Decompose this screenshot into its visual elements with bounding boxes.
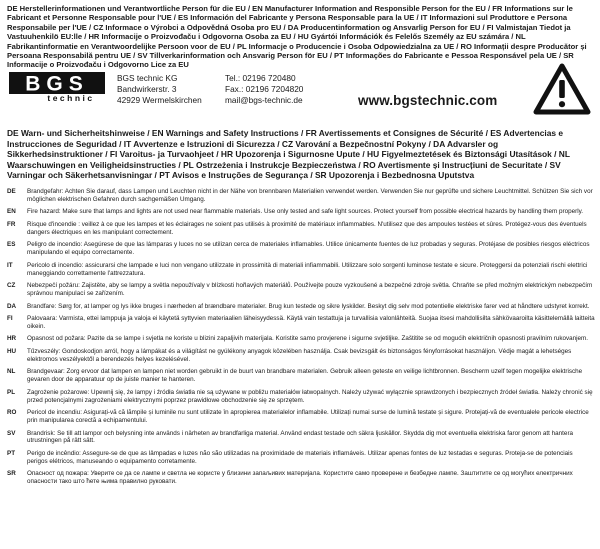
warning-row-pt: [7, 450, 595, 466]
language-code: PL: [7, 388, 16, 396]
warning-text: Brandrisk: Se till att lampor och belysning inte används i närheten av brandfarliga material. Använd endast testade och säkra ljuskällor. Skydda dig mot eventuella elektriska faror genom att hantera utrustningen på rätt sätt.: [27, 429, 574, 445]
website-link[interactable]: www.bgstechnic.com: [358, 93, 498, 108]
warning-row-ro: [7, 409, 595, 425]
warning-text: Pericol de incendiu: Asigurați-vă că lămpile și luminile nu sunt utilizate în apropierea materialelor inflamabile. Utilizați numai surse de lumină testate și sigure. Protejați-vă de eventualele pericole electrice prin manipularea corectă a echipamentului.: [27, 409, 589, 425]
language-code: EN: [7, 208, 16, 216]
warning-text: Brandfare: Sørg for, at lamper og lys ikke bruges i nærheden af brændbare materialer. Brug kun testede og sikre lyskilder. Beskyt dig selv mod potentielle elektriske farer ved at håndtere udstyret korrekt.: [27, 302, 590, 310]
logo-text: BGS: [25, 72, 89, 96]
warning-text: Palovaara: Varmista, ettei lamppuja ja valoja ei käytetä syttyvien materiaalien läheisyydessä. Käytä vain testattuja ja turvallisia valonlähteitä. Suojaa itsesi mahdollisilta sähkövaaroilta käsittelemällä laitteita oikein.: [27, 315, 595, 330]
language-code: DA: [7, 302, 17, 310]
warning-text: Tűzveszély: Gondoskodjon arról, hogy a lámpákat és a világítást ne gyúlékony anyagok közelében használja. Csak bevizsgált és biztonságos fényforrásokat használjon. Védje magát a lehetséges elektromos veszélyektől a berendezés helyes kezelésével.: [27, 347, 572, 363]
bgs-logo: [9, 72, 105, 102]
warning-row-sv: [7, 430, 595, 446]
language-code: IT: [7, 261, 13, 269]
warning-text: Nebezpečí požáru: Zajistěte, aby se lampy a světla nepoužívaly v blízkosti hořlavých materiálů. Používejte pouze vyzkoušené a bezpečné zdroje světla. Chraňte se před možným elektrickým nebezpečím správnou manipulací se zařízením.: [27, 282, 593, 298]
manufacturer-info-heading: DE Herstellerinformationen und Verantwortliche Person für die EU / EN Manufacturer Information and Responsible Person for the EU / FR Informations sur le Fabricant et Personne Responsable pour l'UE / ES Información del Fabricante y Persona Responsable para la UE / IT Informazioni sul Produttore e Persona Responsabile per l'UE / CZ Informace o Výrobci a Odpovědná Osoba pro EU / DA Producentinformation og Ansvarlig Person for EU / FI Valmistajan Tiedot ja Vastuuhenkilö EU:lle / HR Informacije o Proizvođaču i Odgovorna Osoba za EU / HU Gyártói Információk és Felelős Személy az EU számára / NL Fabrikantinformatie en Verantwoordelijke Persoon voor de EU / PL Informacje o Producencie i Osoba Odpowiedzialna za UE / RO Informații despre Producător și Persoana Responsabilă pentru UE / SV Tillverkarinformation och Ansvarig Person för EU / PT Informações do Fabricante e Pessoa Responsável pela UE / SR Informacije o Proizvođaču i Odgovorno Lice za EU: [7, 4, 587, 70]
safety-instructions-heading: DE Warn- und Sicherheitshinweise / EN Warnings and Safety Instructions / FR Avertissements et Consignes de Sécurité / ES Advertencias e Instrucciones de Seguridad / IT Avvertenze e Istruzioni di Sicurezza / CZ Varování a Bezpečnostní Pokyny / DA Advarsler og Sikkerhedsinstruktioner / FI Varoitus- ja Turvaohjeet / HR Upozorenja i Sigurnosne Upute / HU Figyelmeztetések és Biztonsági Utasítások / NL Waarschuwingen en Veiligheidsinstructies / PL Ostrzeżenia i Instrukcje Bezpieczeństwa / RO Avertismente și Instrucțiuni de Securitate / SV Varningar och Säkerhetsanvisningar / PT Avisos e Instruções de Segurança / SR Upozorenja i Bezbednosna Uputstva: [7, 128, 570, 181]
language-code: HR: [7, 335, 17, 343]
warning-row-fi: [7, 315, 595, 331]
warning-text: Brandgevaar: Zorg ervoor dat lampen en lampen niet worden gebruikt in de buurt van brandbare materialen. Gebruik alleen geteste en veilige lichtbronnen. Bescherm uzelf tegen mogelijke elektrische gevaren door de apparatuur op de juiste manier te hanteren.: [27, 368, 583, 384]
language-code: ES: [7, 241, 16, 249]
exclamation-triangle-icon: [533, 63, 591, 115]
fax-number: Fax.: 02196 7204820: [225, 84, 304, 95]
warning-row-hu: [7, 348, 595, 364]
logo-subtext: technic: [47, 93, 95, 102]
warning-row-da: [7, 303, 595, 311]
warning-row-es: [7, 241, 595, 257]
warning-row-sr: [7, 470, 595, 486]
language-code: CZ: [7, 282, 16, 290]
warning-row-pl: [7, 389, 595, 405]
warnings-list: [7, 188, 595, 491]
language-code: HU: [7, 347, 17, 355]
language-code: DE: [7, 188, 16, 195]
warning-row-cz: [7, 282, 595, 298]
warning-row-en: [7, 208, 595, 216]
language-code: RO: [7, 409, 17, 417]
language-code: SR: [7, 470, 16, 478]
warning-text: Opasnost od požara: Pazite da se lampe i svjetla ne koriste u blizini zapaljivih materijala. Koristite samo provjerene i sigurne svjetiljke. Zaštitite se od mogućih električnih opasnosti pravilnim rukovanjem.: [27, 335, 589, 343]
language-code: PT: [7, 449, 16, 457]
company-contacts: [225, 73, 303, 107]
language-code: FI: [7, 315, 13, 323]
warning-text: Perigo de incêndio: Assegure-se de que as lâmpadas e luzes não são utilizadas na proximidade de materiais inflamáveis. Utilizar apenas fontes de luz testadas e seguras. Proteja-se de potenciais perigos elétricos, manuseando o equipamento corretamente.: [27, 449, 573, 465]
warning-text: Опасност од пожара: Уверите се да се лампе и светла не користе у близини запаљивих материјала. Користите само проверене и безбедне лампе. Заштитите се од могућих електричних опасности тако што ћете њима правилно руковати.: [27, 470, 573, 486]
warning-text: Risque d'incendie : veillez à ce que les lampes et les éclairages ne soient pas utilisés à proximité de matériaux inflammables. N'utilisez que des ampoules testées et sûres. Protégez-vous des éventuels dangers électriques en les manipulant correctement.: [27, 220, 587, 236]
phone-number: Tel.: 02196 720480: [225, 73, 296, 83]
language-code: NL: [7, 368, 16, 376]
warning-text: Brandgefahr: Achten Sie darauf, dass Lampen und Leuchten nicht in der Nähe von brennbaren Materialien verwendet werden. Verwenden Sie nur geprüfte und sichere Leuchtmittel. Schützen Sie sich vor möglichen elektrischen Gefahren durch sachgemäßen Umgang.: [27, 188, 593, 203]
warning-text: Peligro de incendio: Asegúrese de que las lámparas y luces no se utilizan cerca de materiales inflamables. Utilice únicamente fuentes de luz probadas y seguras. Protéjase de posibles riesgos eléctricos manipulando el equipo correctamente.: [27, 241, 590, 257]
warning-text: Fire hazard: Make sure that lamps and lights are not used near flammable materials. Use only tested and safe light sources. Protect yourself from possible electrical hazards by handling them properly.: [27, 208, 584, 216]
email-address[interactable]: mail@bgs-technic.de: [225, 95, 303, 106]
warning-text: Zagrożenie pożarowe: Upewnij się, że lampy i źródła światła nie są używane w pobliżu materiałów łatwopalnych. Należy używać wyłącznie sprawdzonych i bezpiecznych źródeł światła. Należy chronić się przed potencjalnymi zagrożeniami elektrycznymi poprzez prawidłowe obchodzenie się ze sprzętem.: [27, 388, 593, 404]
company-city: 42929 Wermelskirchen: [117, 95, 202, 106]
company-address: [117, 73, 202, 107]
warning-text: Pericolo di incendio: assicurarsi che lampade e luci non vengano utilizzate in prossimità di materiali infiammabili. Utilizzare solo sorgenti luminose testate e sicure. Proteggersi da potenziali rischi elettrici maneggiando correttamente l'attrezzatura.: [27, 261, 588, 277]
warning-row-it: [7, 262, 595, 278]
warning-row-nl: [7, 368, 595, 384]
language-code: SV: [7, 429, 16, 437]
warning-row-fr: [7, 221, 595, 237]
language-code: FR: [7, 220, 16, 228]
warning-row-hr: [7, 335, 595, 343]
company-name: BGS technic KG: [117, 73, 178, 83]
company-street: Bandwirkerstr. 3: [117, 84, 177, 95]
warning-row-de: [7, 188, 595, 204]
